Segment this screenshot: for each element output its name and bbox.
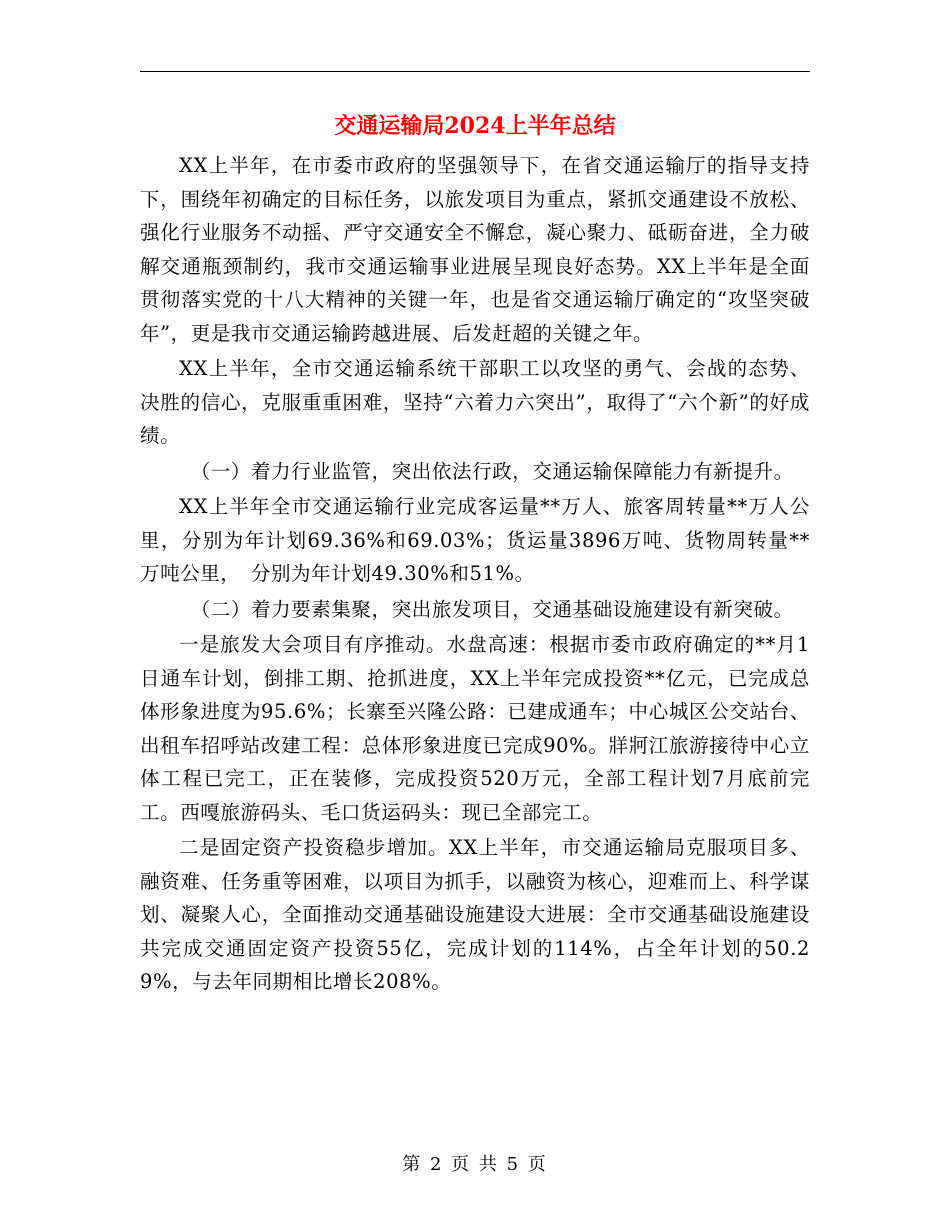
paragraph-transport-volume: XX上半年全市交通运输行业完成客运量**万人、旅客周转量**万人公里，分别为年计划69.36%和69.03%；货运量3896万吨、货物周转量**万吨公里， 分别为年计划49.30%和51%。 bbox=[140, 495, 810, 585]
paragraph-projects: 一是旅发大会项目有序推动。水盘高速：根据市委市政府确定的**月1日通车计划，倒排工期、抢抓进度，XX上半年完成投资**亿元，已完成总体形象进度为95.6%；长寨至兴隆公路：已建成通车；中心城区公交站台、出租车招呼站改建工程：总体形象进度已完成90%。牂牁江旅游接待中心立体工程已完工，正在装修，完成投资520万元，全部工程计划7月底前完工。西嘎旅游码头、毛口货运码头：现已全部完工。 bbox=[140, 633, 810, 824]
paragraph-summary: XX上半年，全市交通运输系统干部职工以攻坚的勇气、会战的态势、决胜的信心，克服重重困难，坚持“六着力六突出”，取得了“六个新”的好成绩。 bbox=[140, 357, 810, 447]
section-heading-2: （二）着力要素集聚，突出旅发项目，交通基础设施建设有新突破。 bbox=[190, 597, 794, 621]
document-body bbox=[140, 149, 810, 1001]
paragraph-intro: XX上半年，在市委市政府的坚强领导下，在省交通运输厅的指导支持下，围绕年初确定的目标任务，以旅发项目为重点，紧抓交通建设不放松、强化行业服务不动摇、严守交通安全不懈怠，凝心聚力、砥砺奋进，全力破解交通瓶颈制约，我市交通运输事业进展呈现良好态势。XX上半年是全面贯彻落实党的十八大精神的关键一年，也是省交通运输厅确定的“攻坚突破年”，更是我市交通运输跨越进展、后发赶超的关键之年。 bbox=[140, 154, 810, 345]
document-title: 交通运输局2024上半年总结 bbox=[334, 113, 616, 139]
paragraph-investment: 二是固定资产投资稳步增加。XX上半年，市交通运输局克服项目多、融资难、任务重等困难，以项目为抓手，以融资为核心，迎难而上、科学谋划、凝聚人心，全面推动交通基础设施建设大进展：全市交通基础设施建设共完成交通固定资产投资55亿，完成计划的114%，占全年计划的50.29%，与去年同期相比增长208%。 bbox=[140, 836, 810, 993]
page-number: 第 2 页 共 5 页 bbox=[402, 1154, 548, 1175]
section-heading-1: （一）着力行业监管，突出依法行政，交通运输保障能力有新提升。 bbox=[190, 459, 794, 483]
header-rule bbox=[140, 71, 810, 72]
